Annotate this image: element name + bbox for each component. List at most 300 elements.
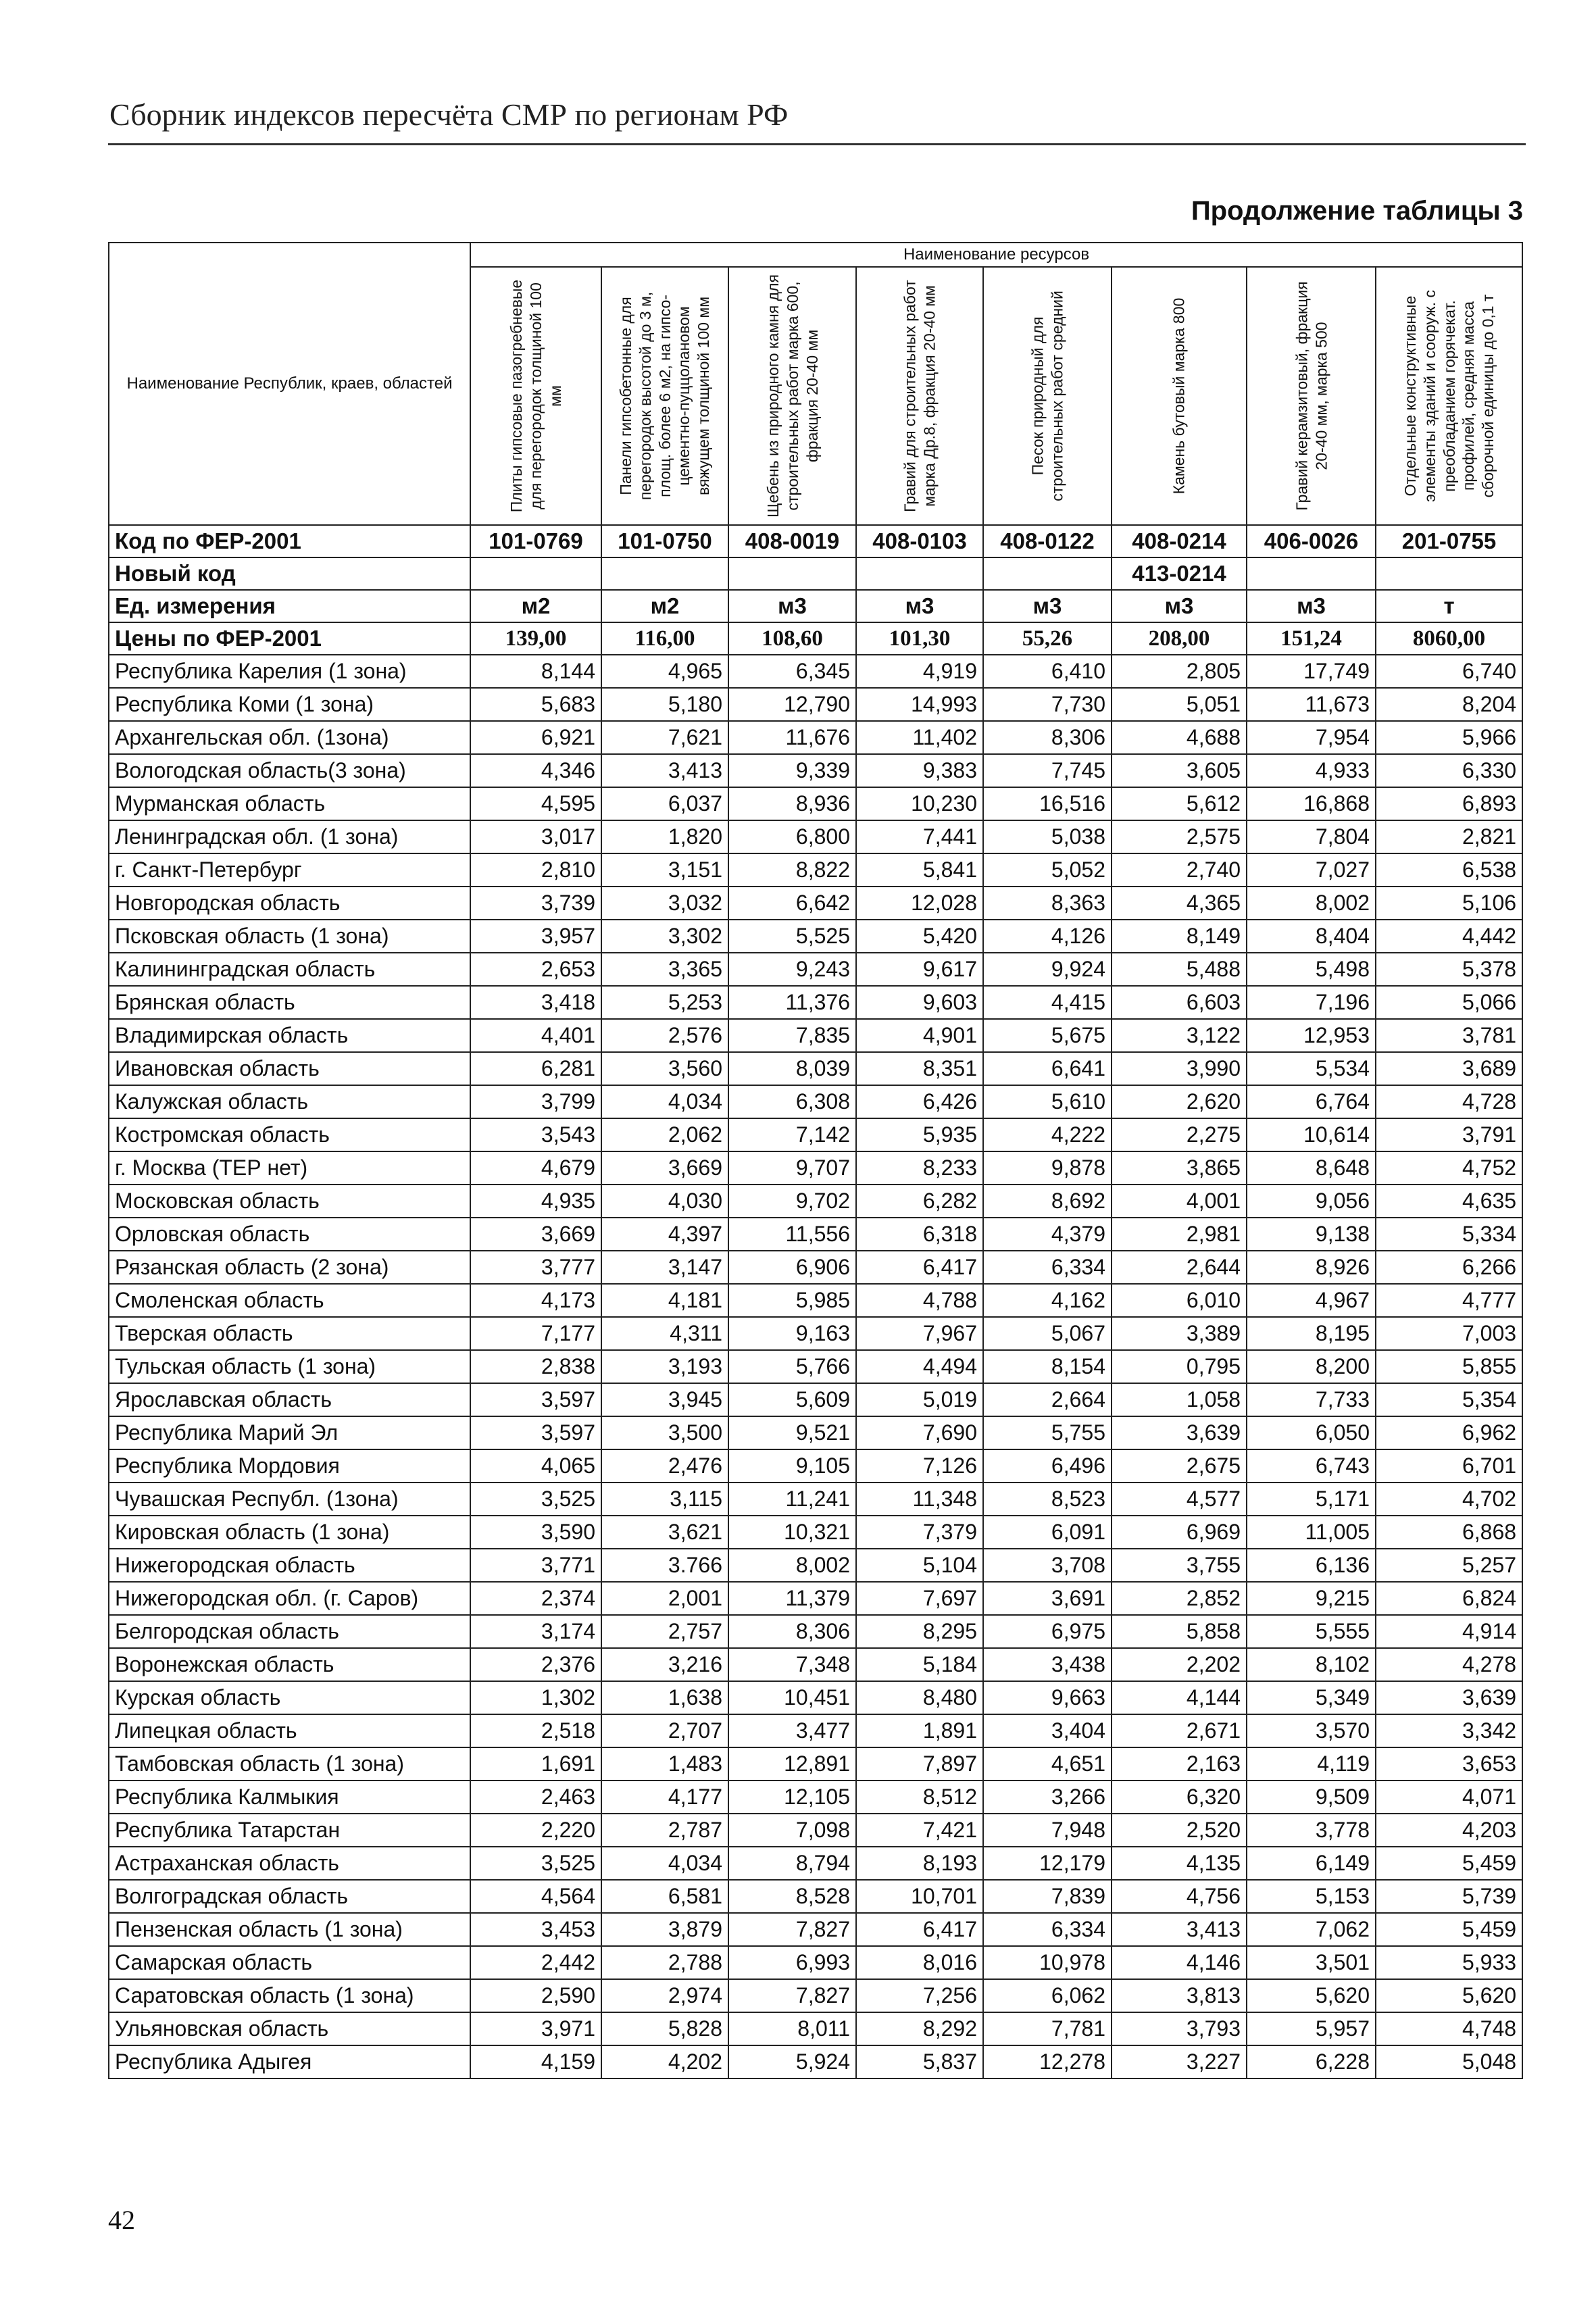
index-value: 4,071 — [1376, 1781, 1522, 1814]
resource-column-header — [601, 267, 728, 525]
table-row — [109, 1118, 1522, 1151]
index-value: 6,496 — [983, 1449, 1112, 1483]
index-value: 9,924 — [983, 953, 1112, 986]
region-name: Новгородская область — [109, 887, 470, 920]
resource-column-header — [856, 267, 983, 525]
index-value: 7,835 — [728, 1019, 856, 1052]
index-value: 5,334 — [1376, 1218, 1522, 1251]
index-value: 7,839 — [983, 1880, 1112, 1913]
index-value: 8,016 — [856, 1946, 983, 1979]
resource-column-header — [1376, 267, 1522, 525]
index-value: 3,501 — [1247, 1946, 1376, 1979]
table-row — [109, 1449, 1522, 1483]
index-value: 5,066 — [1376, 986, 1522, 1019]
table-row — [109, 754, 1522, 787]
index-value: 2,275 — [1112, 1118, 1247, 1151]
index-value: 6,136 — [1247, 1549, 1376, 1582]
region-name: Волгоградская область — [109, 1880, 470, 1913]
index-value: 1,691 — [470, 1747, 601, 1781]
value-cell: м3 — [983, 590, 1112, 622]
table-row — [109, 1913, 1522, 1946]
table-row — [109, 1350, 1522, 1383]
table-row — [109, 920, 1522, 953]
index-value: 3,778 — [1247, 1814, 1376, 1847]
index-value: 5,459 — [1376, 1847, 1522, 1880]
index-value: 7,348 — [728, 1648, 856, 1681]
index-value: 5,354 — [1376, 1383, 1522, 1416]
index-value: 3,438 — [983, 1648, 1112, 1681]
index-value: 6,868 — [1376, 1516, 1522, 1549]
index-value: 7,827 — [728, 1979, 856, 2012]
index-value: 3,639 — [1112, 1416, 1247, 1449]
index-value: 4,933 — [1247, 754, 1376, 787]
index-value: 8,295 — [856, 1615, 983, 1648]
index-value: 8,512 — [856, 1781, 983, 1814]
index-value: 2,838 — [470, 1350, 601, 1383]
index-value: 7,256 — [856, 1979, 983, 2012]
index-value: 2,520 — [1112, 1814, 1247, 1847]
index-value: 5,957 — [1247, 2012, 1376, 2045]
index-value: 2,805 — [1112, 655, 1247, 688]
index-value: 8,404 — [1247, 920, 1376, 953]
unit-row — [109, 590, 1522, 622]
index-value: 3,781 — [1376, 1019, 1522, 1052]
index-value: 5,459 — [1376, 1913, 1522, 1946]
value-cell: 408-0019 — [728, 525, 856, 557]
index-value: 9,707 — [728, 1151, 856, 1185]
index-value: 6,334 — [983, 1913, 1112, 1946]
index-value: 2,001 — [601, 1582, 728, 1615]
region-name: Пензенская область (1 зона) — [109, 1913, 470, 1946]
index-value: 2,463 — [470, 1781, 601, 1814]
index-value: 2,981 — [1112, 1218, 1247, 1251]
index-value: 5,525 — [728, 920, 856, 953]
index-value: 6,969 — [1112, 1516, 1247, 1549]
resource-column-name: Камень бутовый марка 800 — [1170, 297, 1188, 495]
table-row — [109, 1284, 1522, 1317]
index-value: 3,590 — [470, 1516, 601, 1549]
value-cell — [983, 557, 1112, 590]
region-name: Чувашская Республ. (1зона) — [109, 1483, 470, 1516]
index-value: 3,990 — [1112, 1052, 1247, 1085]
index-value: 9,663 — [983, 1681, 1112, 1714]
index-value: 8,102 — [1247, 1648, 1376, 1681]
index-value: 6,320 — [1112, 1781, 1247, 1814]
index-value: 5,966 — [1376, 721, 1522, 754]
index-value: 7,804 — [1247, 820, 1376, 853]
index-value: 7,142 — [728, 1118, 856, 1151]
index-value: 3,791 — [1376, 1118, 1522, 1151]
index-value: 6,701 — [1376, 1449, 1522, 1483]
index-value: 3,525 — [470, 1483, 601, 1516]
index-value: 4,030 — [601, 1185, 728, 1218]
index-value: 7,379 — [856, 1516, 983, 1549]
index-value: 10,321 — [728, 1516, 856, 1549]
value-cell: 408-0122 — [983, 525, 1112, 557]
index-value: 4,415 — [983, 986, 1112, 1019]
value-cell: 413-0214 — [1112, 557, 1247, 590]
index-value: 2,476 — [601, 1449, 728, 1483]
index-value: 6,417 — [856, 1913, 983, 1946]
index-value: 11,673 — [1247, 688, 1376, 721]
index-value: 16,868 — [1247, 787, 1376, 820]
index-value: 4,935 — [470, 1185, 601, 1218]
index-value: 8,794 — [728, 1847, 856, 1880]
index-value: 4,346 — [470, 754, 601, 787]
index-value: 12,278 — [983, 2045, 1112, 2078]
index-value: 0,795 — [1112, 1350, 1247, 1383]
index-value: 8,039 — [728, 1052, 856, 1085]
region-name: Рязанская область (2 зона) — [109, 1251, 470, 1284]
table-row — [109, 1151, 1522, 1185]
index-value: 6,091 — [983, 1516, 1112, 1549]
index-value: 4,001 — [1112, 1185, 1247, 1218]
index-value: 7,690 — [856, 1416, 983, 1449]
table-row — [109, 1383, 1522, 1416]
table-row — [109, 1979, 1522, 2012]
index-value: 3,115 — [601, 1483, 728, 1516]
region-name: Московская область — [109, 1185, 470, 1218]
region-name: Псковская область (1 зона) — [109, 920, 470, 953]
index-value: 3,543 — [470, 1118, 601, 1151]
index-value: 5,675 — [983, 1019, 1112, 1052]
index-value: 4,222 — [983, 1118, 1112, 1151]
value-cell — [856, 557, 983, 590]
index-value: 8,149 — [1112, 920, 1247, 953]
index-value: 5,106 — [1376, 887, 1522, 920]
index-value: 7,697 — [856, 1582, 983, 1615]
index-value: 3,413 — [1112, 1913, 1247, 1946]
index-value: 7,948 — [983, 1814, 1112, 1847]
index-value: 5,766 — [728, 1350, 856, 1383]
index-value: 6,641 — [983, 1052, 1112, 1085]
value-cell: 408-0103 — [856, 525, 983, 557]
index-value: 5,858 — [1112, 1615, 1247, 1648]
value-cell: 139,00 — [470, 622, 601, 655]
index-value: 5,855 — [1376, 1350, 1522, 1383]
index-value: 4,752 — [1376, 1151, 1522, 1185]
index-value: 6,334 — [983, 1251, 1112, 1284]
table-row — [109, 887, 1522, 920]
table-row — [109, 820, 1522, 853]
value-cell: 8060,00 — [1376, 622, 1522, 655]
index-value: 5,420 — [856, 920, 983, 953]
table-row — [109, 2045, 1522, 2078]
region-name: Смоленская область — [109, 1284, 470, 1317]
index-value: 6,228 — [1247, 2045, 1376, 2078]
region-name: Вологодская область(3 зона) — [109, 754, 470, 787]
index-value: 4,311 — [601, 1317, 728, 1350]
index-value: 4,162 — [983, 1284, 1112, 1317]
index-value: 6,893 — [1376, 787, 1522, 820]
index-value: 5,841 — [856, 853, 983, 887]
index-value: 2,062 — [601, 1118, 728, 1151]
index-value: 2,788 — [601, 1946, 728, 1979]
index-value: 3,389 — [1112, 1317, 1247, 1350]
index-value: 3,151 — [601, 853, 728, 887]
row-label: Ед. измерения — [109, 590, 470, 622]
index-value: 1,483 — [601, 1747, 728, 1781]
index-value: 6,906 — [728, 1251, 856, 1284]
index-value: 6,921 — [470, 721, 601, 754]
index-value: 6,308 — [728, 1085, 856, 1118]
index-value: 6,330 — [1376, 754, 1522, 787]
table-row — [109, 655, 1522, 688]
index-value: 9,617 — [856, 953, 983, 986]
index-value: 10,701 — [856, 1880, 983, 1913]
region-name: Республика Карелия (1 зона) — [109, 655, 470, 688]
index-value: 2,757 — [601, 1615, 728, 1648]
table-row — [109, 953, 1522, 986]
index-value: 7,062 — [1247, 1913, 1376, 1946]
index-value: 9,339 — [728, 754, 856, 787]
index-value: 3,793 — [1112, 2012, 1247, 2045]
index-value: 8,528 — [728, 1880, 856, 1913]
value-cell — [1247, 557, 1376, 590]
index-value: 5,153 — [1247, 1880, 1376, 1913]
index-value: 3,597 — [470, 1383, 601, 1416]
index-value: 6,281 — [470, 1052, 601, 1085]
index-value: 6,962 — [1376, 1416, 1522, 1449]
region-name: Архангельская обл. (1зона) — [109, 721, 470, 754]
index-value: 1,638 — [601, 1681, 728, 1714]
region-name: Костромская область — [109, 1118, 470, 1151]
table-row — [109, 1747, 1522, 1781]
index-value: 4,901 — [856, 1019, 983, 1052]
table-row — [109, 1019, 1522, 1052]
index-value: 6,318 — [856, 1218, 983, 1251]
index-value: 8,926 — [1247, 1251, 1376, 1284]
index-value: 4,777 — [1376, 1284, 1522, 1317]
index-value: 4,173 — [470, 1284, 601, 1317]
index-value: 4,494 — [856, 1350, 983, 1383]
row-label: Цены по ФЕР-2001 — [109, 622, 470, 655]
index-value: 3,365 — [601, 953, 728, 986]
index-value: 7,126 — [856, 1449, 983, 1483]
index-value: 3,799 — [470, 1085, 601, 1118]
index-value: 9,702 — [728, 1185, 856, 1218]
index-value: 5,180 — [601, 688, 728, 721]
index-value: 7,781 — [983, 2012, 1112, 2045]
index-value: 3,639 — [1376, 1681, 1522, 1714]
index-value: 1,820 — [601, 820, 728, 853]
index-value: 4,202 — [601, 2045, 728, 2078]
index-value: 4,914 — [1376, 1615, 1522, 1648]
index-value: 7,003 — [1376, 1317, 1522, 1350]
index-value: 2,852 — [1112, 1582, 1247, 1615]
index-value: 3,755 — [1112, 1549, 1247, 1582]
region-name: Республика Адыгея — [109, 2045, 470, 2078]
index-value: 5,612 — [1112, 787, 1247, 820]
index-value: 9,521 — [728, 1416, 856, 1449]
index-value: 11,676 — [728, 721, 856, 754]
index-value: 7,421 — [856, 1814, 983, 1847]
value-cell: 101-0750 — [601, 525, 728, 557]
table-row — [109, 853, 1522, 887]
value-cell: 406-0026 — [1247, 525, 1376, 557]
region-name: Брянская область — [109, 986, 470, 1019]
index-value: 8,195 — [1247, 1317, 1376, 1350]
index-value: 3,560 — [601, 1052, 728, 1085]
region-name: Республика Калмыкия — [109, 1781, 470, 1814]
index-value: 4,595 — [470, 787, 601, 820]
index-value: 5,933 — [1376, 1946, 1522, 1979]
index-value: 3,771 — [470, 1549, 601, 1582]
index-value: 2,707 — [601, 1714, 728, 1747]
resource-column-name: Песок природный для строительных работ средний — [1028, 291, 1066, 501]
index-value: 6,282 — [856, 1185, 983, 1218]
index-value: 8,306 — [983, 721, 1112, 754]
index-value: 2,787 — [601, 1814, 728, 1847]
index-value: 10,230 — [856, 787, 983, 820]
index-value: 8,200 — [1247, 1350, 1376, 1383]
index-value: 9,138 — [1247, 1218, 1376, 1251]
index-value: 2,664 — [983, 1383, 1112, 1416]
index-value: 12,179 — [983, 1847, 1112, 1880]
table-row — [109, 2012, 1522, 2045]
index-value: 3,971 — [470, 2012, 601, 2045]
index-value: 7,027 — [1247, 853, 1376, 887]
index-value: 7,177 — [470, 1317, 601, 1350]
index-value: 9,243 — [728, 953, 856, 986]
index-value: 4,401 — [470, 1019, 601, 1052]
region-name: Калининградская область — [109, 953, 470, 986]
index-value: 8,351 — [856, 1052, 983, 1085]
table-row — [109, 688, 1522, 721]
region-name: Республика Коми (1 зона) — [109, 688, 470, 721]
table-row — [109, 1052, 1522, 1085]
index-value: 5,104 — [856, 1549, 983, 1582]
resource-column-name: Гравий для строительных работ марка Др.8, фракция 20-40 мм — [901, 280, 938, 512]
index-value: 12,105 — [728, 1781, 856, 1814]
index-value: 7,967 — [856, 1317, 983, 1350]
index-value: 12,028 — [856, 887, 983, 920]
region-name: Тульская область (1 зона) — [109, 1350, 470, 1383]
table-row — [109, 1218, 1522, 1251]
region-name: Тверская область — [109, 1317, 470, 1350]
index-value: 3,216 — [601, 1648, 728, 1681]
index-value: 3,945 — [601, 1383, 728, 1416]
resource-column-header — [983, 267, 1112, 525]
index-value: 4,679 — [470, 1151, 601, 1185]
region-name: Курская область — [109, 1681, 470, 1714]
index-value: 6,740 — [1376, 655, 1522, 688]
region-name: Владимирская область — [109, 1019, 470, 1052]
index-value: 4,181 — [601, 1284, 728, 1317]
value-cell: м3 — [1112, 590, 1247, 622]
index-value: 6,345 — [728, 655, 856, 688]
region-name: Республика Татарстан — [109, 1814, 470, 1847]
index-value: 8,002 — [728, 1549, 856, 1582]
table-row — [109, 1185, 1522, 1218]
index-value: 4,119 — [1247, 1747, 1376, 1781]
index-value: 6,037 — [601, 787, 728, 820]
region-column-header: Наименование Республик, краев, областей — [109, 243, 470, 525]
index-value: 4,397 — [601, 1218, 728, 1251]
index-value: 8,193 — [856, 1847, 983, 1880]
index-value: 6,642 — [728, 887, 856, 920]
index-value: 3,500 — [601, 1416, 728, 1449]
index-value: 5,048 — [1376, 2045, 1522, 2078]
index-value: 9,056 — [1247, 1185, 1376, 1218]
index-value: 3,739 — [470, 887, 601, 920]
index-value: 4,034 — [601, 1085, 728, 1118]
index-value: 11,348 — [856, 1483, 983, 1516]
index-value: 7,196 — [1247, 986, 1376, 1019]
index-value: 5,184 — [856, 1648, 983, 1681]
index-value: 7,897 — [856, 1747, 983, 1781]
index-value: 6,010 — [1112, 1284, 1247, 1317]
index-value: 3,689 — [1376, 1052, 1522, 1085]
index-value: 4,728 — [1376, 1085, 1522, 1118]
index-value: 3,404 — [983, 1714, 1112, 1747]
index-value: 3,957 — [470, 920, 601, 953]
value-cell: 101-0769 — [470, 525, 601, 557]
index-value: 7,954 — [1247, 721, 1376, 754]
index-value: 5,019 — [856, 1383, 983, 1416]
index-value: 4,564 — [470, 1880, 601, 1913]
index-value: 8,011 — [728, 2012, 856, 2045]
index-value: 2,620 — [1112, 1085, 1247, 1118]
index-value: 2,644 — [1112, 1251, 1247, 1284]
index-value: 3,597 — [470, 1416, 601, 1449]
region-name: Ярославская область — [109, 1383, 470, 1416]
index-value: 11,376 — [728, 986, 856, 1019]
resource-column-name: Панели гипсобетонные для перегородок высотой до 3 м, площ. более 6 м2, на гипсо-цементно-пуццолановом вяжущем толщиной 100 мм — [617, 291, 713, 501]
index-value: 3,174 — [470, 1615, 601, 1648]
region-name: Нижегородская обл. (г. Саров) — [109, 1582, 470, 1615]
index-value: 5,498 — [1247, 953, 1376, 986]
value-cell: м3 — [728, 590, 856, 622]
table-row — [109, 721, 1522, 754]
index-value: 5,739 — [1376, 1880, 1522, 1913]
region-name: г. Москва (ТЕР нет) — [109, 1151, 470, 1185]
index-value: 4,756 — [1112, 1880, 1247, 1913]
resource-column-header — [470, 267, 601, 525]
index-value: 4,702 — [1376, 1483, 1522, 1516]
index-value: 5,171 — [1247, 1483, 1376, 1516]
region-name: Саратовская область (1 зона) — [109, 1979, 470, 2012]
index-value: 5,257 — [1376, 1549, 1522, 1582]
value-cell: 408-0214 — [1112, 525, 1247, 557]
index-value: 4,144 — [1112, 1681, 1247, 1714]
index-value: 3,653 — [1376, 1747, 1522, 1781]
resource-column-name: Щебень из природного камня для строительных работ марка 600, фракция 20-40 мм — [764, 274, 820, 518]
table-row — [109, 1416, 1522, 1449]
fer-code-row — [109, 525, 1522, 557]
index-value: 3,669 — [470, 1218, 601, 1251]
index-value: 3,691 — [983, 1582, 1112, 1615]
index-value: 6,426 — [856, 1085, 983, 1118]
value-cell: 201-0755 — [1376, 525, 1522, 557]
index-value: 3,302 — [601, 920, 728, 953]
index-value: 6,538 — [1376, 853, 1522, 887]
index-value: 3,570 — [1247, 1714, 1376, 1747]
index-value: 2,810 — [470, 853, 601, 887]
index-value: 5,534 — [1247, 1052, 1376, 1085]
index-value: 8,204 — [1376, 688, 1522, 721]
value-cell: 55,26 — [983, 622, 1112, 655]
index-value: 3,605 — [1112, 754, 1247, 787]
index-value: 9,603 — [856, 986, 983, 1019]
index-value: 5,349 — [1247, 1681, 1376, 1714]
index-value: 6,581 — [601, 1880, 728, 1913]
region-name: Республика Мордовия — [109, 1449, 470, 1483]
header-divider — [108, 143, 1526, 145]
index-value: 5,755 — [983, 1416, 1112, 1449]
index-value: 6,824 — [1376, 1582, 1522, 1615]
value-cell: 116,00 — [601, 622, 728, 655]
